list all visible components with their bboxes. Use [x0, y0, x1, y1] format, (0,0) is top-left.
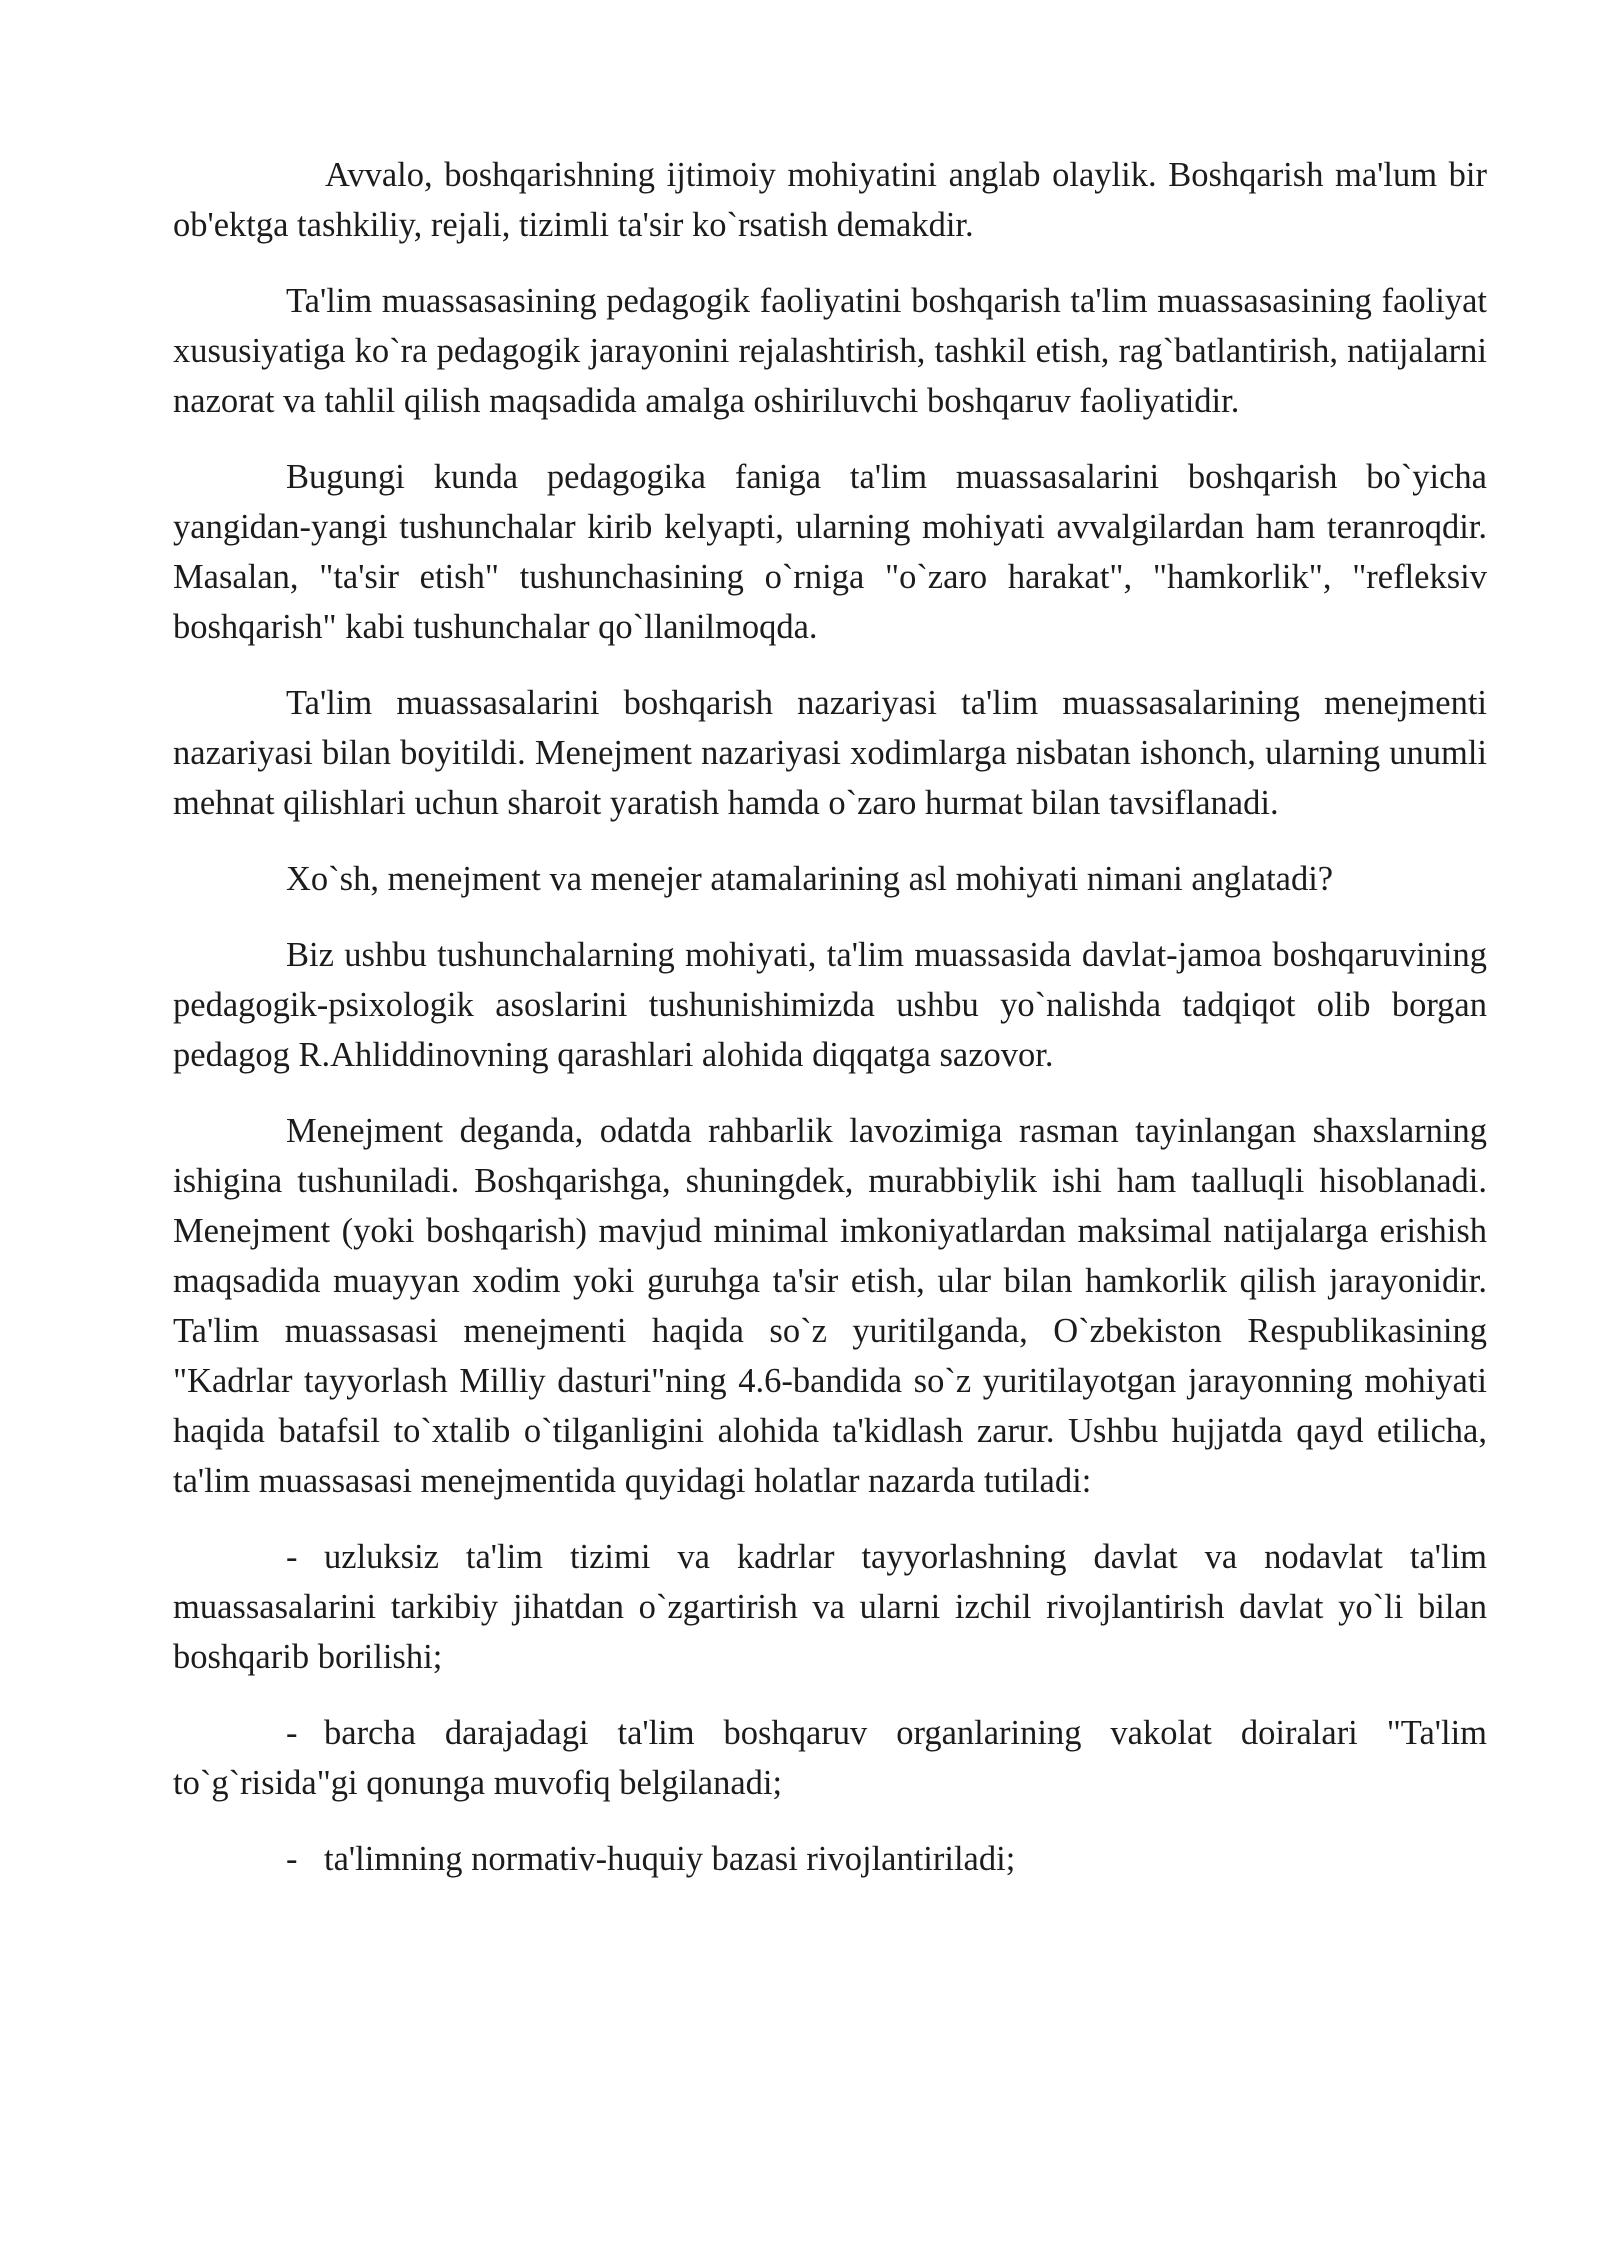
dash-marker: - — [286, 1840, 298, 1878]
list-item — [173, 1532, 1487, 1682]
paragraph-intro: Avvalo, boshqarishning ijtimoiy mohiyatini anglab olaylik. Boshqarish ma'lum bir ob'ektga tashkiliy, rejali, tizimli ta'sir ko`rsatish demakdir. — [173, 156, 1487, 244]
paragraph-ahliddinov: Biz ushbu tushunchalarning mohiyati, ta'lim muassasida davlat-jamoa boshqaruvining pedagogik-psixologik asoslarini tushunishimizda ushbu yo`nalishda tadqiqot olib borgan pedagog R.Ahliddinovning qarashlari alohida diqqatga sazovor. — [173, 936, 1487, 1074]
bullet-list — [173, 1532, 1487, 1884]
paragraph-management-theory: Ta'lim muassasalarini boshqarish nazariyasi ta'lim muassasalarining menejmenti nazariyasi bilan boyitildi. Menejment nazariyasi xodimlarga nisbatan ishonch, ularning unumli mehnat qilishlari uchun sharoit yaratish hamda o`zaro hurmat bilan tavsiflanadi. — [173, 684, 1487, 822]
paragraph-new-concepts: Bugungi kunda pedagogika faniga ta'lim muassasalarini boshqarish bo`yicha yangidan-yangi tushunchalar kirib kelyapti, ularning mohiyati avvalgilardan ham teranroqdir. Masalan, "ta'sir etish" tushunchasining o`rniga "o`zaro harakat", "hamkorlik", "refleksiv boshqarish" kabi tushunchalar qo`llanilmoqda. — [173, 458, 1487, 646]
dash-marker: - — [286, 1538, 298, 1576]
paragraph-management-definition: Menejment deganda, odatda rahbarlik lavozimiga rasman tayinlangan shaxslarning ishigina tushuniladi. Boshqarishga, shuningdek, murabbiylik ishi ham taalluqli hisoblanadi. Menejment (yoki boshqarish) mavjud minimal imkoniyatlardan maksimal natijalarga erishish maqsadida muayyan xodim yoki guruhga ta'sir etish, ular bilan hamkorlik qilish jarayonidir. Ta'lim muassasasi menejmenti haqida so`z yuritilganda, O`zbekiston Respublikasining "Kadrlar tayyorlash Milliy dasturi"ning 4.6-bandida so`z yuritilayotgan jarayonning mohiyati haqida batafsil to`xtalib o`tilganligini alohida ta'kidlash zarur. Ushbu hujjatda qayd etilicha, ta'lim muassasasi menejmentida quyidagi holatlar nazarda tutiladi: — [173, 1112, 1487, 1500]
list-item-text: uzluksiz ta'lim tizimi va kadrlar tayyorlashning davlat va nodavlat ta'lim muassasalarini tarkibiy jihatdan o`zgartirish va ularni izchil rivojlantirish davlat yo`li bilan boshqarib borilishi; — [173, 1538, 1487, 1676]
list-item — [173, 1834, 1487, 1884]
paragraph-pedagogical-management: Ta'lim muassasasining pedagogik faoliyatini boshqarish ta'lim muassasasining faoliyat xususiyatiga ko`ra pedagogik jarayonini rejalashtirish, tashkil etish, rag`batlantirish, natijalarni nazorat va tahlil qilish maqsadida amalga oshiriluvchi boshqaruv faoliyatidir. — [173, 282, 1487, 420]
list-item-text: barcha darajadagi ta'lim boshqaruv organlarining vakolat doiralari "Ta'lim to`g`risida"gi qonunga muvofiq belgilanadi; — [173, 1714, 1487, 1802]
paragraph-question: Xo`sh, menejment va menejer atamalarining asl mohiyati nimani anglatadi? — [286, 860, 1334, 898]
list-item — [173, 1708, 1487, 1808]
document-page — [173, 150, 1487, 1910]
dash-marker: - — [286, 1714, 298, 1752]
list-item-text: ta'limning normativ-huquiy bazasi rivojlantiriladi; — [324, 1840, 1016, 1878]
